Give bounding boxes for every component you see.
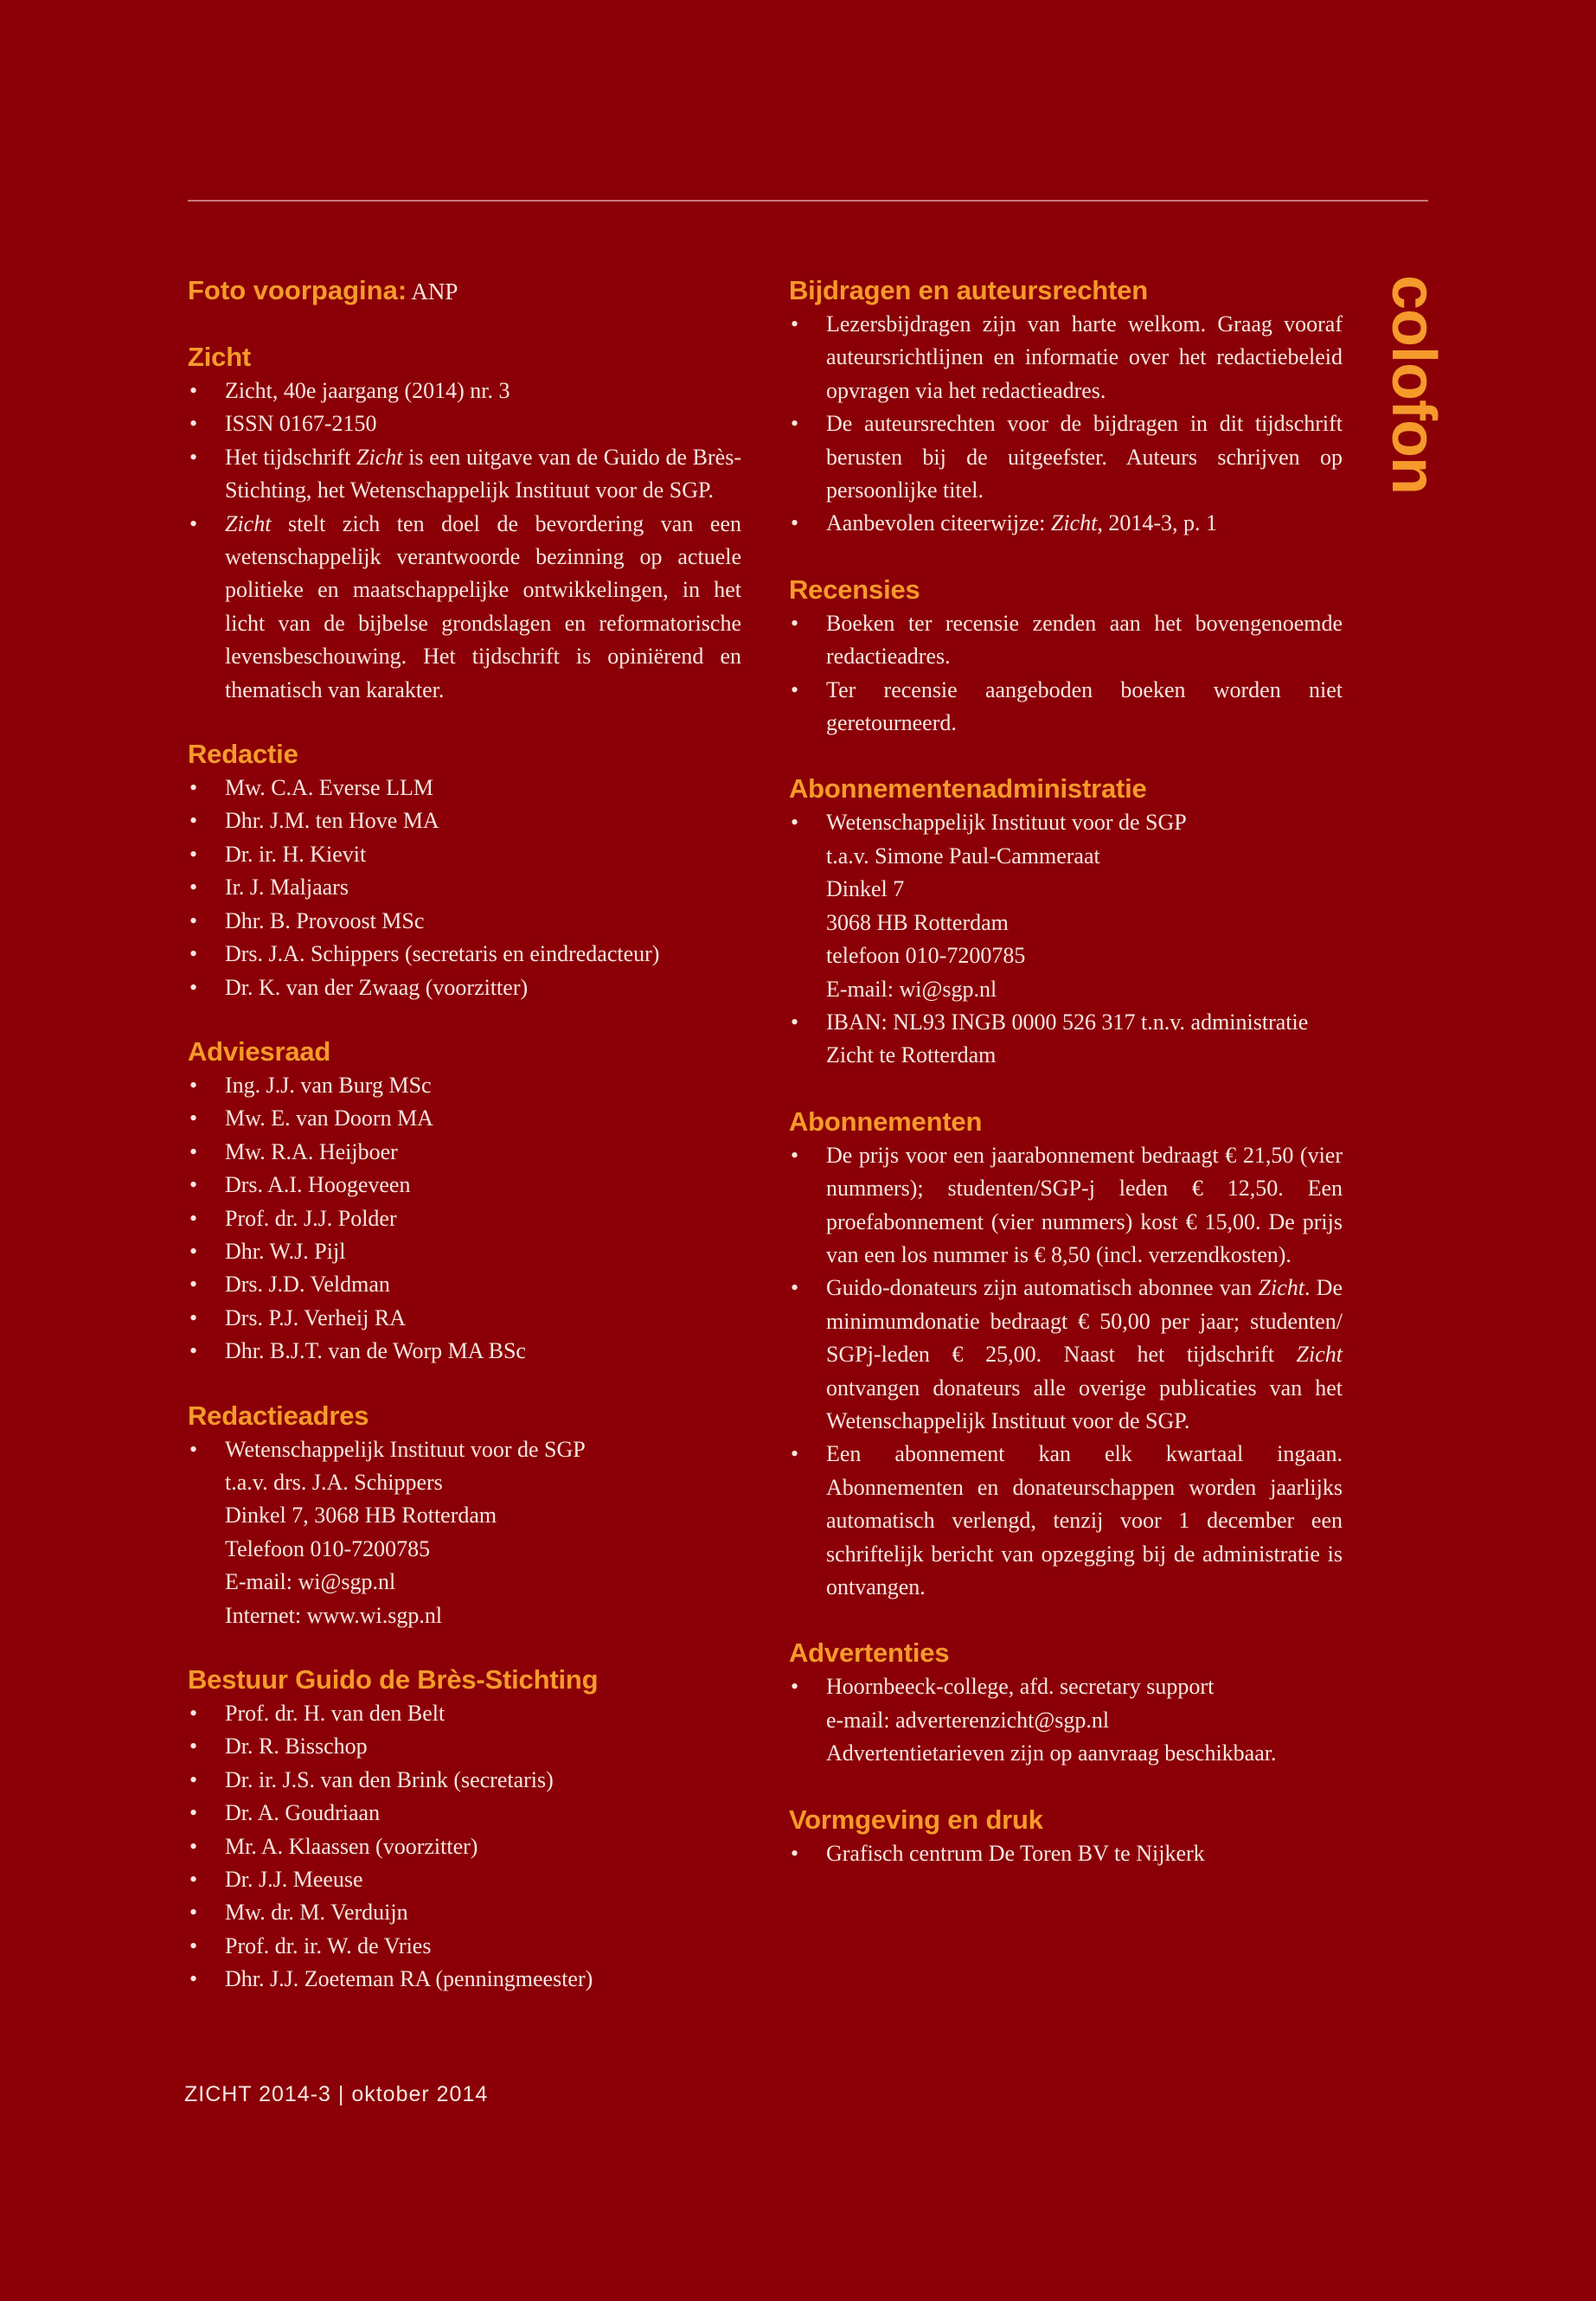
- address-block: [789, 1670, 1343, 1770]
- list-item: • Mw. C.A. Everse LLM: [188, 772, 741, 804]
- list-item: • Dr. ir. H. Kievit: [188, 838, 741, 871]
- list-item: • Mw. dr. M. Verduijn: [188, 1896, 741, 1929]
- list-item: • Prof. dr. ir. W. de Vries: [188, 1930, 741, 1963]
- section-heading-redactieadres: Redactieadres: [188, 1400, 369, 1431]
- email-line: E-mail: wi@sgp.nl: [826, 976, 997, 1002]
- address-line: • Hoornbeeck-college, afd. secretary support: [826, 1674, 1215, 1700]
- section-abonnementen: [789, 1104, 1343, 1605]
- list-item: • Drs. P.J. Verheij RA: [188, 1302, 741, 1335]
- address-line: 3068 HB Rotterdam: [826, 909, 1009, 935]
- iban-item: • IBAN: NL93 INGB 0000 526 317 t.n.v. administratie Zicht te Rotterdam: [789, 1006, 1343, 1073]
- email-line: e-mail: adverterenzicht@sgp.nl: [826, 1707, 1110, 1733]
- list-item: • Dhr. B.J.T. van de Worp MA BSc: [188, 1335, 741, 1368]
- list-item: • Dr. A. Goudriaan: [188, 1797, 741, 1830]
- page-footer: ZICHT 2014-3 | oktober 2014: [184, 2082, 489, 2106]
- address-line: Dinkel 7: [826, 876, 905, 902]
- list-item: • Dr. J.J. Meeuse: [188, 1863, 741, 1896]
- section-heading-zicht: Zicht: [188, 342, 252, 372]
- photo-credit-label: Foto voorpagina:: [188, 275, 407, 305]
- address-block: [789, 806, 1343, 1005]
- section-redactie: [188, 736, 741, 1004]
- list-item: • Ter recensie aangeboden boeken worden niet geretourneerd.: [789, 674, 1343, 740]
- top-divider: [188, 200, 1428, 202]
- section-heading-abonnementenadministratie: Abonnementenadministratie: [789, 773, 1147, 804]
- section-heading-redactie: Redactie: [188, 739, 298, 770]
- section-heading-advertenties: Advertenties: [789, 1638, 950, 1669]
- section-abonnementenadministratie: [789, 771, 1343, 1072]
- list-item: • Ing. J.J. van Burg MSc: [188, 1069, 741, 1102]
- list-item: • Dhr. J.J. Zoeteman RA (penningmeester): [188, 1963, 741, 1996]
- list-item: • Dhr. J.M. ten Hove MA: [188, 804, 741, 837]
- address-line: t.a.v. Simone Paul-Cammeraat: [826, 843, 1100, 868]
- section-heading-vormgeving: Vormgeving en druk: [789, 1804, 1043, 1835]
- list-item: • Lezersbijdragen zijn van harte welkom. Graag vooraf auteursrichtlijnen en informatie over het redactiebeleid opvragen via het redactieadres.: [789, 308, 1343, 407]
- section-vormgeving: [789, 1802, 1343, 1870]
- section-adviesraad: [188, 1034, 741, 1368]
- phone-line: Telefoon 010-7200785: [225, 1535, 431, 1561]
- address-line: t.a.v. drs. J.A. Schippers: [225, 1469, 443, 1495]
- side-title: colofon: [1379, 275, 1448, 494]
- list-item: • De auteursrechten voor de bijdragen in dit tijdschrift berusten bij de uitgeefster. Auteurs schrijven op persoonlijke titel.: [789, 407, 1343, 507]
- photo-credit: [188, 272, 741, 310]
- list-item: • Guido-donateurs zijn automatisch abonnee van Zicht. De minimumdonatie bedraagt € 50,00 per jaar; studenten/ SGPj-leden € 25,00. Naast het tijdschrift Zicht ontvangen donateurs alle overige publicaties van het Wetenschappelijk Instituut voor de SGP.: [789, 1272, 1343, 1438]
- list-item: • Mw. R.A. Heijboer: [188, 1136, 741, 1169]
- list-item: • Grafisch centrum De Toren BV te Nijkerk: [789, 1837, 1343, 1870]
- list-item: • Prof. dr. H. van den Belt: [188, 1697, 741, 1730]
- section-bijdragen: [789, 272, 1343, 541]
- address-line: • Wetenschappelijk Instituut voor de SGP: [826, 810, 1187, 836]
- list-item: • Drs. J.D. Veldman: [188, 1268, 741, 1301]
- list-item: • Dr. K. van der Zwaag (voorzitter): [188, 971, 741, 1004]
- list-item: • ISSN 0167-2150: [188, 407, 741, 440]
- address-block: [188, 1433, 741, 1632]
- list-item: • Boeken ter recensie zenden aan het bovengenoemde redactieadres.: [789, 607, 1343, 674]
- email-line: E-mail: wi@sgp.nl: [225, 1569, 396, 1595]
- list-item: • De prijs voor een jaarabonnement bedraagt € 21,50 (vier nummers); studenten/SGP-j leden € 12,50. Een proefabonnement (vier nummers) kost € 15,00. De prijs van een los nummer is € 8,50 (incl. verzendkosten).: [789, 1139, 1343, 1272]
- list-item: • Zicht, 40e jaargang (2014) nr. 3: [188, 375, 741, 407]
- section-zicht: [188, 339, 741, 707]
- list-item: • Mw. E. van Doorn MA: [188, 1102, 741, 1135]
- list-item: • Ir. J. Maljaars: [188, 871, 741, 904]
- section-redactieadres: [188, 1398, 741, 1632]
- list-item: • Zicht stelt zich ten doel de bevordering van een wetenschappelijk verantwoorde bezinning op actuele politieke en maatschappelijke ontwikkelingen, in het licht van de bijbelse grondslagen en reformatorische levensbeschouwing. Het tijdschrift is opiniërend en thematisch van karakter.: [188, 508, 741, 707]
- section-heading-adviesraad: Adviesraad: [188, 1035, 331, 1067]
- list-item: • Dr. ir. J.S. van den Brink (secretaris): [188, 1764, 741, 1797]
- photo-credit-value: ANP: [411, 279, 458, 304]
- section-advertenties: [789, 1635, 1343, 1770]
- list-item: • Dhr. B. Provoost MSc: [188, 905, 741, 938]
- address-line: Dinkel 7, 3068 HB Rotterdam: [225, 1503, 497, 1529]
- section-heading-abonnementen: Abonnementen: [789, 1106, 983, 1137]
- section-heading-recensies: Recensies: [789, 574, 920, 605]
- list-item: • Het tijdschrift Zicht is een uitgave van de Guido de Brès-Stichting, het Wetenschappelijk Instituut voor de SGP.: [188, 441, 741, 508]
- phone-line: telefoon 010-7200785: [826, 943, 1026, 969]
- right-column: [789, 272, 1343, 1901]
- left-column: [188, 272, 741, 2026]
- list-item: • Aanbevolen citeerwijze: Zicht, 2014-3, p. 1: [789, 507, 1343, 540]
- list-item: • Een abonnement kan elk kwartaal ingaan. Abonnementen en donateurschappen worden jaarlijks automatisch verlengd, tenzij voor 1 december een schriftelijk bericht van opzegging bij de administratie is ontvangen.: [789, 1438, 1343, 1604]
- list-item: • Drs. J.A. Schippers (secretaris en eindredacteur): [188, 938, 741, 971]
- list-item: • Mr. A. Klaassen (voorzitter): [188, 1830, 741, 1863]
- section-recensies: [789, 572, 1343, 740]
- website-line: Internet: www.wi.sgp.nl: [225, 1602, 443, 1628]
- info-line: Advertentietarieven zijn op aanvraag beschikbaar.: [826, 1740, 1277, 1766]
- list-item: • Dr. R. Bisschop: [188, 1730, 741, 1763]
- list-item: • Dhr. W.J. Pijl: [188, 1235, 741, 1268]
- section-heading-bestuur: Bestuur Guido de Brès-Stichting: [188, 1664, 599, 1695]
- section-bestuur: [188, 1662, 741, 1997]
- list-item: • Drs. A.I. Hoogeveen: [188, 1169, 741, 1202]
- address-line: • Wetenschappelijk Instituut voor de SGP: [225, 1436, 586, 1462]
- list-item: • Prof. dr. J.J. Polder: [188, 1202, 741, 1235]
- section-heading-bijdragen: Bijdragen en auteursrechten: [789, 275, 1148, 305]
